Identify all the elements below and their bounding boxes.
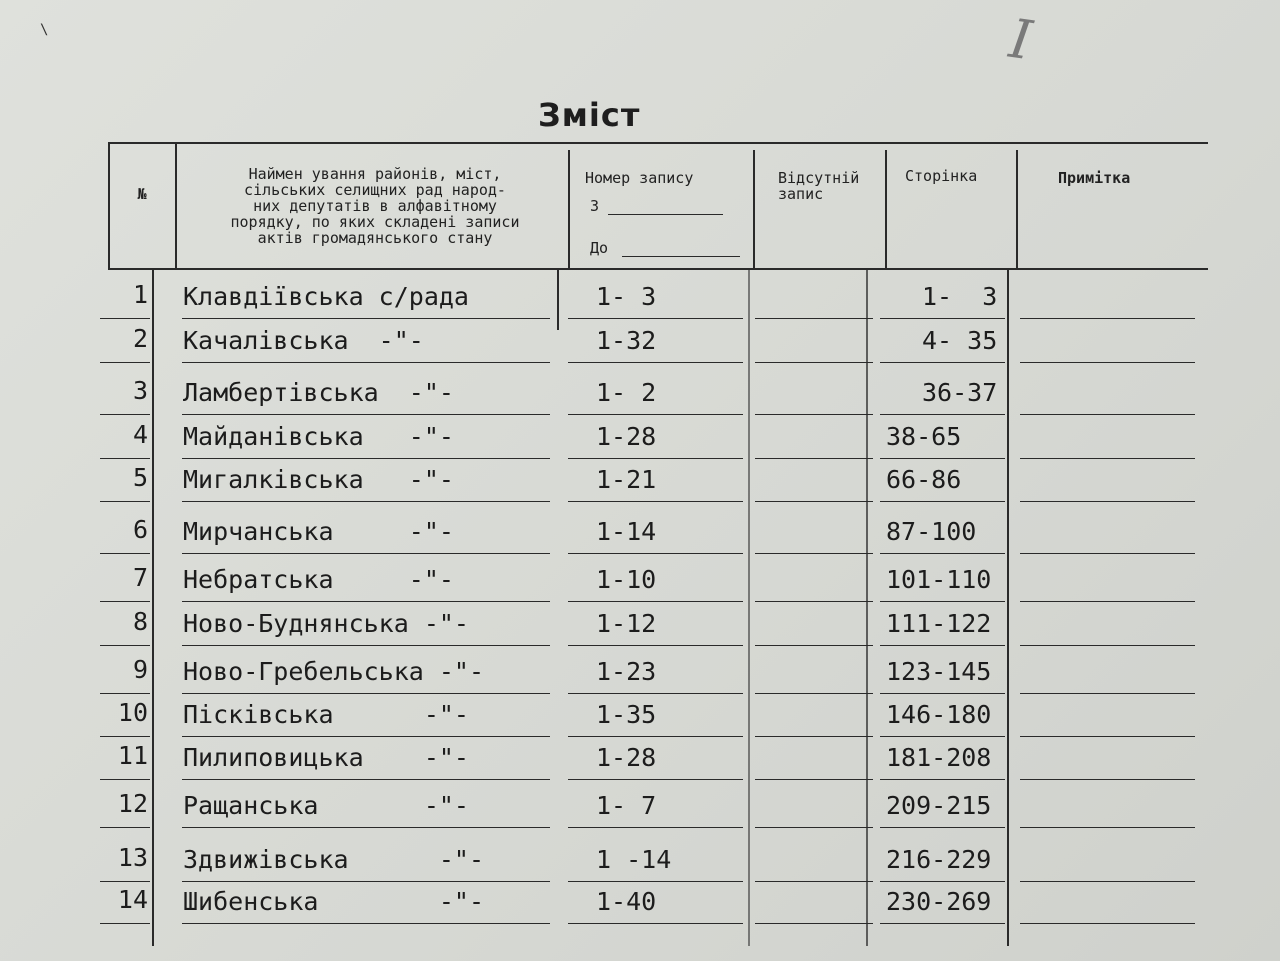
row-records: 1- 3 (596, 282, 657, 311)
header-bottom-rule (108, 268, 1208, 270)
body-col-sep-record (557, 270, 559, 330)
row-records: 1-35 (596, 700, 657, 729)
row-records: 1-21 (596, 465, 657, 494)
row-rule-records (568, 458, 743, 459)
row-rule-name (182, 881, 550, 882)
header-name-line: них депутатів в алфавітному (253, 197, 497, 215)
header-name-line: актів громадянського стану (257, 229, 493, 247)
row-name: Ново-Буднянська -"- (183, 609, 469, 638)
row-rule-missing (755, 881, 873, 882)
row-rule-name (182, 923, 550, 924)
row-rule-name (182, 458, 550, 459)
row-name: Здвижівська -"- (183, 845, 485, 874)
row-number: 9 (132, 655, 148, 684)
row-rule-missing (755, 736, 873, 737)
row-rule-note (1020, 923, 1195, 924)
header-record-to: До (590, 239, 609, 257)
corner-mark: \ (40, 22, 49, 38)
row-rule-records (568, 362, 743, 363)
row-rule-pages (880, 458, 1005, 459)
row-name: Качалівська -"- (183, 326, 424, 355)
row-records: 1 -14 (596, 845, 672, 874)
row-rule-pages (880, 553, 1005, 554)
row-number: 3 (132, 376, 148, 405)
row-rule-num (100, 923, 150, 924)
row-rule-records (568, 779, 743, 780)
row-rule-name (182, 693, 550, 694)
row-rule-records (568, 881, 743, 882)
record-from-blank (608, 214, 723, 215)
row-pages: 111-122 (886, 609, 992, 638)
header-name (190, 166, 560, 246)
row-rule-name (182, 779, 550, 780)
row-rule-records (568, 601, 743, 602)
row-rule-num (100, 458, 150, 459)
row-rule-missing (755, 501, 873, 502)
header-record-from: З (590, 197, 600, 215)
col-sep-record (568, 150, 570, 268)
row-rule-num (100, 736, 150, 737)
row-rule-name (182, 736, 550, 737)
row-rule-note (1020, 827, 1195, 828)
row-rule-missing (755, 827, 873, 828)
row-rule-missing (755, 362, 873, 363)
col-sep-name (175, 142, 177, 268)
header-name-line: сільських селищних рад народ- (244, 181, 506, 199)
row-pages: 181-208 (886, 743, 992, 772)
row-number: 6 (132, 515, 148, 544)
page-title: Зміст (538, 96, 641, 134)
row-rule-num (100, 414, 150, 415)
row-rule-note (1020, 501, 1195, 502)
row-pages: 38-65 (886, 422, 962, 451)
header-record: Номер запису (585, 169, 694, 187)
row-rule-num (100, 779, 150, 780)
header-name-line: Наймен ування районів, міст, (248, 165, 502, 183)
row-rule-name (182, 553, 550, 554)
row-rule-num (100, 318, 150, 319)
row-name: Майданівська -"- (183, 422, 454, 451)
row-rule-missing (755, 414, 873, 415)
row-records: 1-32 (596, 326, 657, 355)
row-records: 1-14 (596, 517, 657, 546)
row-records: 1-23 (596, 657, 657, 686)
row-rule-num (100, 693, 150, 694)
row-rule-records (568, 553, 743, 554)
row-rule-missing (755, 779, 873, 780)
row-rule-name (182, 318, 550, 319)
row-pages: 4- 35 (922, 326, 998, 355)
row-rule-missing (755, 458, 873, 459)
col-sep-note (1016, 150, 1018, 268)
row-rule-num (100, 881, 150, 882)
row-rule-num (100, 645, 150, 646)
header-top-rule (108, 142, 1208, 144)
row-name: Мирчанська -"- (183, 517, 454, 546)
row-rule-name (182, 414, 550, 415)
row-pages: 216-229 (886, 845, 992, 874)
row-records: 1-28 (596, 743, 657, 772)
row-number: 5 (132, 463, 148, 492)
header-page: Сторінка (905, 167, 978, 185)
row-rule-note (1020, 414, 1195, 415)
row-pages: 87-100 (886, 517, 977, 546)
row-name: Пилиповицька -"- (183, 743, 469, 772)
body-col-sep-note (1007, 270, 1009, 946)
row-rule-pages (880, 693, 1005, 694)
row-number: 10 (117, 698, 148, 727)
row-rule-name (182, 601, 550, 602)
row-records: 1-28 (596, 422, 657, 451)
row-rule-note (1020, 553, 1195, 554)
header-missing-line: Відсутній (778, 169, 860, 187)
col-sep-missing (753, 150, 755, 268)
row-name: Мигалківська -"- (183, 465, 454, 494)
row-rule-num (100, 601, 150, 602)
col-sep-num (108, 142, 110, 268)
row-pages: 66-86 (886, 465, 962, 494)
row-rule-num (100, 362, 150, 363)
row-records: 1-10 (596, 565, 657, 594)
row-rule-pages (880, 362, 1005, 363)
row-rule-missing (755, 645, 873, 646)
row-rule-pages (880, 736, 1005, 737)
row-name: Шибенська -"- (183, 887, 485, 916)
row-rule-pages (880, 827, 1005, 828)
header-name-line: порядку, по яких складені записи (230, 213, 520, 231)
row-rule-pages (880, 414, 1005, 415)
row-rule-note (1020, 318, 1195, 319)
row-pages: 101-110 (886, 565, 992, 594)
row-rule-pages (880, 318, 1005, 319)
row-records: 1- 7 (596, 791, 657, 820)
row-rule-note (1020, 458, 1195, 459)
header-num: № (137, 185, 147, 203)
row-rule-note (1020, 645, 1195, 646)
row-rule-num (100, 501, 150, 502)
row-rule-note (1020, 601, 1195, 602)
row-rule-records (568, 923, 743, 924)
row-pages: 146-180 (886, 700, 992, 729)
header-missing-line: запис (778, 185, 824, 203)
row-rule-pages (880, 501, 1005, 502)
row-number: 2 (132, 324, 148, 353)
row-pages: 1- 3 (922, 282, 998, 311)
row-rule-name (182, 501, 550, 502)
row-number: 13 (117, 843, 148, 872)
row-number: 14 (117, 885, 148, 914)
handwritten-page-mark: I (1005, 6, 1036, 73)
row-rule-note (1020, 881, 1195, 882)
row-rule-records (568, 693, 743, 694)
row-number: 4 (132, 420, 148, 449)
row-rule-pages (880, 923, 1005, 924)
row-records: 1-12 (596, 609, 657, 638)
row-number: 1 (132, 280, 148, 309)
row-number: 7 (132, 563, 148, 592)
row-rule-note (1020, 693, 1195, 694)
row-rule-records (568, 827, 743, 828)
row-name: Клавдіївська с/рада (183, 282, 469, 311)
row-name: Небратська -"- (183, 565, 454, 594)
row-rule-records (568, 501, 743, 502)
header-missing (778, 170, 888, 202)
row-rule-records (568, 645, 743, 646)
row-rule-missing (755, 553, 873, 554)
header-note: Примітка (1058, 169, 1131, 187)
row-rule-name (182, 827, 550, 828)
row-rule-name (182, 645, 550, 646)
row-rule-num (100, 553, 150, 554)
row-rule-note (1020, 779, 1195, 780)
row-pages: 209-215 (886, 791, 992, 820)
row-rule-pages (880, 601, 1005, 602)
row-rule-records (568, 736, 743, 737)
row-number: 12 (117, 789, 148, 818)
body-col-sep-missing (748, 270, 750, 946)
body-col-sep-name (152, 270, 154, 946)
row-rule-missing (755, 318, 873, 319)
row-records: 1- 2 (596, 378, 657, 407)
row-name: Ращанська -"- (183, 791, 469, 820)
row-name: Ново-Гребельська -"- (183, 657, 485, 686)
row-rule-missing (755, 693, 873, 694)
row-pages: 123-145 (886, 657, 992, 686)
row-rule-pages (880, 645, 1005, 646)
row-pages: 36-37 (922, 378, 998, 407)
row-rule-note (1020, 362, 1195, 363)
row-rule-missing (755, 923, 873, 924)
row-rule-missing (755, 601, 873, 602)
row-rule-pages (880, 779, 1005, 780)
record-to-blank (622, 256, 740, 257)
row-records: 1-40 (596, 887, 657, 916)
row-rule-records (568, 414, 743, 415)
row-rule-num (100, 827, 150, 828)
row-rule-name (182, 362, 550, 363)
col-sep-page (885, 150, 887, 268)
row-rule-pages (880, 881, 1005, 882)
body-col-sep-page (866, 270, 868, 946)
row-number: 11 (117, 741, 148, 770)
row-rule-note (1020, 736, 1195, 737)
row-rule-records (568, 318, 743, 319)
row-name: Ламбертівська -"- (183, 378, 454, 407)
row-number: 8 (132, 607, 148, 636)
row-pages: 230-269 (886, 887, 992, 916)
row-name: Пісківська -"- (183, 700, 469, 729)
